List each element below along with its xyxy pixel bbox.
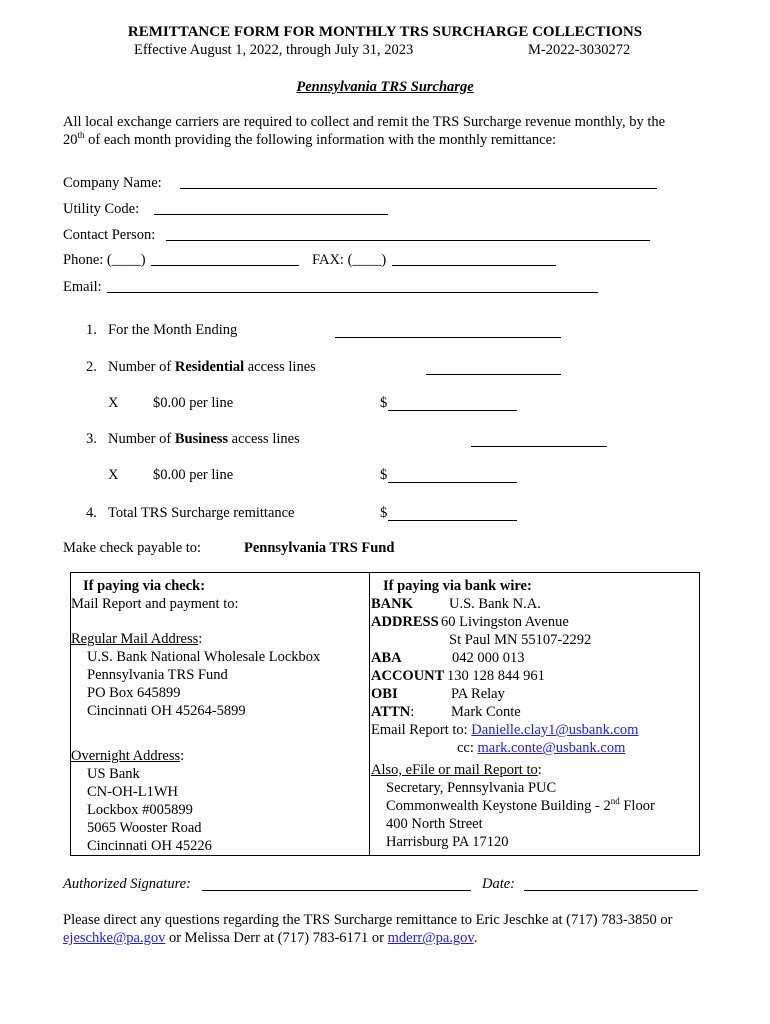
item-4-dollar: $ — [380, 505, 388, 521]
item-3-label: Number of Business access lines — [108, 431, 300, 447]
item-2-rate: $0.00 per line — [153, 395, 234, 411]
item-4-label: Total TRS Surcharge remittance — [108, 505, 295, 521]
payable-value: Pennsylvania TRS Fund — [244, 540, 395, 556]
item-3-dollar: $ — [380, 467, 388, 483]
overnight-address-line: Cincinnati OH 45226 — [87, 838, 212, 854]
residential-amount-field[interactable] — [388, 410, 517, 411]
date-field[interactable] — [524, 890, 698, 891]
puc-address-line: Commonwealth Keystone Building - 2nd Floor — [386, 796, 655, 814]
payable-label: Make check payable to: — [63, 540, 202, 556]
intro-line-1: All local exchange carriers are required to collect and remit the TRS Surcharge revenue monthly, by the — [63, 114, 666, 130]
wire-aba-row: ABA 042 000 013 — [371, 650, 525, 666]
fax-field[interactable] — [392, 265, 556, 266]
item-2-number: 2. — [86, 359, 97, 375]
month-ending-field[interactable] — [335, 337, 561, 338]
phone-field[interactable] — [151, 265, 299, 266]
cc-email-link[interactable]: mark.conte@usbank.com — [477, 740, 626, 756]
item-3-number: 3. — [86, 431, 97, 447]
business-amount-field[interactable] — [388, 482, 517, 483]
puc-address-line: Secretary, Pennsylvania PUC — [386, 780, 557, 796]
ejeschke-email-link[interactable]: ejeschke@pa.gov — [63, 930, 166, 946]
footer-line-1: Please direct any questions regarding the TRS Surcharge remittance to Eric Jeschke at (717) 783-3850 or — [63, 912, 673, 928]
overnight-address-line: CN-OH-L1WH — [87, 784, 179, 800]
overnight-address-line: Lockbox #005899 — [87, 802, 193, 818]
mail-to-label: Mail Report and payment to: — [71, 596, 239, 612]
regular-address-label: Regular Mail Address: — [71, 631, 203, 647]
effective-dates: Effective August 1, 2022, through July 31, 2023 — [134, 42, 414, 58]
mderr-email-link[interactable]: mderr@pa.gov — [387, 930, 474, 946]
fax-label: FAX: (____) — [312, 252, 387, 268]
docket-number: M-2022-3030272 — [528, 42, 631, 58]
check-column — [71, 577, 320, 855]
regular-address-line: U.S. Bank National Wholesale Lockbox — [87, 649, 321, 665]
utility-code-label: Utility Code: — [63, 201, 140, 217]
intro-line-2: 20th of each month providing the following information with the monthly remittance: — [63, 130, 557, 148]
business-lines-field[interactable] — [471, 446, 607, 447]
wire-address-line-2: St Paul MN 55107-2292 — [449, 632, 592, 648]
overnight-address-line: 5065 Wooster Road — [87, 820, 202, 836]
wire-attn-row: ATTN: Mark Conte — [371, 704, 521, 720]
wire-email-row: Email Report to: Danielle.clay1@usbank.com — [371, 722, 639, 738]
form-title: REMITTANCE FORM FOR MONTHLY TRS SURCHARGE COLLECTIONS — [127, 24, 643, 40]
item-1-label: For the Month Ending — [108, 322, 238, 338]
signature-label: Authorized Signature: — [63, 876, 191, 892]
company-name-label: Company Name: — [63, 175, 162, 191]
payment-box-divider — [369, 572, 370, 856]
wire-bank-row: BANK U.S. Bank N.A. — [371, 596, 541, 612]
email-label: Email: — [63, 279, 102, 295]
email-field[interactable] — [107, 292, 598, 293]
date-label: Date: — [482, 876, 516, 892]
regular-address-line: PO Box 645899 — [87, 685, 181, 701]
item-3-rate: $0.00 per line — [153, 467, 234, 483]
regular-address-line: Cincinnati OH 45264-5899 — [87, 703, 246, 719]
wire-heading: If paying via bank wire: — [383, 578, 532, 594]
footer-line-2: ejeschke@pa.gov or Melissa Derr at (717) 783-6171 or mderr@pa.gov. — [63, 930, 478, 946]
company-name-field[interactable] — [180, 188, 657, 189]
utility-code-field[interactable] — [154, 214, 388, 215]
wire-cc-row: cc: mark.conte@usbank.com — [457, 740, 626, 756]
form-subtitle: Pennsylvania TRS Surcharge — [296, 79, 474, 95]
item-2-label: Number of Residential access lines — [108, 359, 316, 375]
regular-address-line: Pennsylvania TRS Fund — [87, 667, 228, 683]
overnight-address-line: US Bank — [87, 766, 140, 782]
contact-person-field[interactable] — [166, 240, 650, 241]
efile-label: Also, eFile or mail Report to: — [371, 762, 542, 778]
signature-field[interactable] — [202, 890, 471, 891]
item-3-multiply: X — [108, 467, 119, 483]
item-2-dollar: $ — [380, 395, 388, 411]
residential-lines-field[interactable] — [426, 374, 561, 375]
total-remittance-field[interactable] — [388, 520, 517, 521]
wire-obi-row: OBI PA Relay — [371, 686, 505, 702]
puc-address-line: 400 North Street — [386, 816, 483, 832]
contact-person-label: Contact Person: — [63, 227, 156, 243]
phone-label: Phone: (____) — [63, 252, 146, 268]
item-2-multiply: X — [108, 395, 119, 411]
wire-column — [371, 577, 697, 851]
usbank-email-link[interactable]: Danielle.clay1@usbank.com — [471, 722, 639, 738]
overnight-address-label: Overnight Address: — [71, 748, 185, 764]
check-heading: If paying via check: — [83, 578, 206, 594]
item-4-number: 4. — [86, 505, 97, 521]
wire-address-row: ADDRESS 60 Livingston Avenue — [371, 614, 569, 630]
puc-address-line: Harrisburg PA 17120 — [386, 834, 509, 850]
wire-account-row: ACCOUNT 130 128 844 961 — [371, 668, 545, 684]
item-1-number: 1. — [86, 322, 97, 338]
